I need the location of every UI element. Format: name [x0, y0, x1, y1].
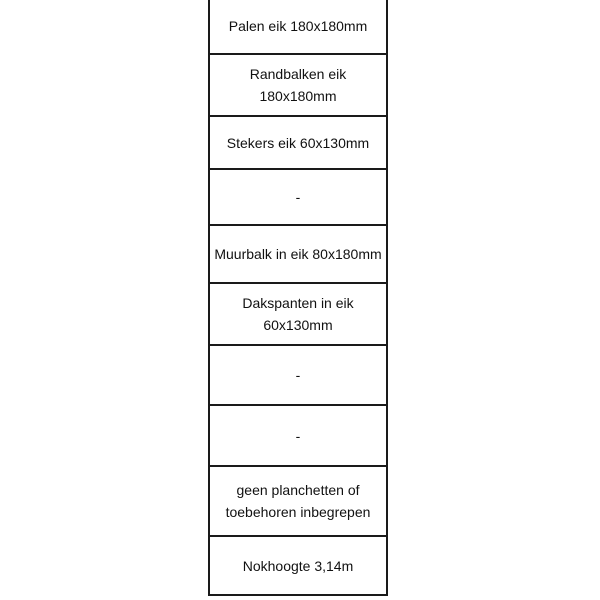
cell-nokhoogte: Nokhoogte 3,14m [242, 557, 354, 574]
table-row [210, 0, 386, 55]
table-row [210, 537, 386, 594]
table-row [210, 284, 386, 346]
cell-no-accessories: geen planchetten of toebehoren inbegrepen [225, 482, 371, 521]
table-row [210, 467, 386, 537]
cell-palen: Palen eik 180x180mm [228, 18, 368, 35]
cell-dakspanten: Dakspanten in eik 60x130mm [242, 294, 354, 333]
spec-table [208, 0, 388, 596]
cell-empty-3: - [295, 427, 301, 444]
table-row [210, 170, 386, 226]
cell-randbalken: Randbalken eik 180x180mm [249, 65, 347, 104]
cell-empty-1: - [295, 189, 301, 206]
table-row [210, 117, 386, 171]
table-row [210, 346, 386, 406]
table-row [210, 406, 386, 468]
table-row [210, 226, 386, 284]
cell-muurbalk: Muurbalk in eik 80x180mm [214, 246, 382, 263]
table-row [210, 55, 386, 117]
cell-stekers: Stekers eik 60x130mm [226, 134, 370, 151]
cell-empty-2: - [295, 366, 301, 383]
